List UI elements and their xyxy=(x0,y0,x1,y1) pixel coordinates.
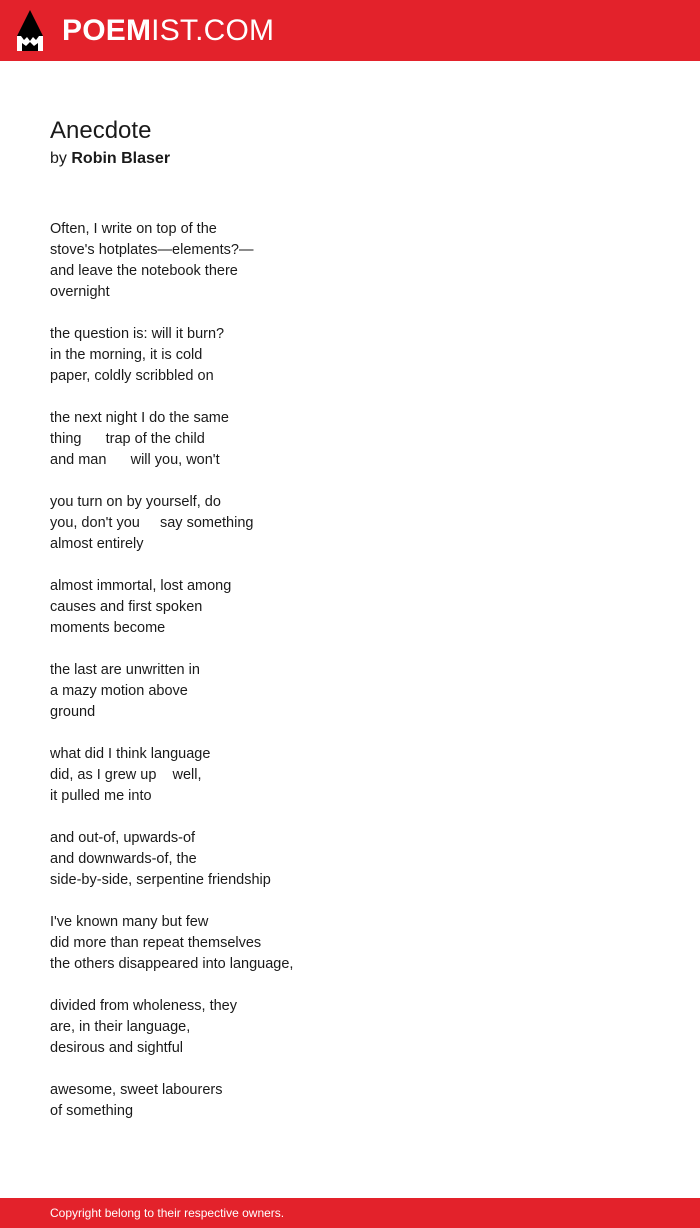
author-name: Robin Blaser xyxy=(71,150,171,167)
poem-line: and downwards-of, the xyxy=(50,851,197,867)
copyright-notice: Copyright belong to their respective owners. xyxy=(50,1206,285,1220)
stanza xyxy=(50,660,650,723)
poem-line: and leave the notebook there xyxy=(50,263,238,279)
stanza xyxy=(50,996,650,1059)
poem-line: you turn on by yourself, do xyxy=(50,494,221,510)
poem-line: the question is: will it burn? xyxy=(50,326,225,342)
poem-line: the others disappeared into language, xyxy=(50,956,294,972)
stanza xyxy=(50,408,650,471)
stanza xyxy=(50,828,650,891)
poem-line: almost entirely xyxy=(50,536,144,552)
byline xyxy=(50,148,170,170)
poem-line: overnight xyxy=(50,284,110,300)
stanza xyxy=(50,576,650,639)
stanza xyxy=(50,219,650,303)
poem-line: desirous and sightful xyxy=(50,1040,183,1056)
poem-line: did more than repeat themselves xyxy=(50,935,262,951)
poem-line: what did I think language xyxy=(50,746,211,762)
logo-word-bold: POEM xyxy=(62,14,152,47)
poem-line: thing trap of the child xyxy=(50,431,205,447)
poem-line: the next night I do the same xyxy=(50,410,229,426)
poem-line: side-by-side, serpentine friendship xyxy=(50,872,271,888)
poem-line: in the morning, it is cold xyxy=(50,347,203,363)
poem-line: moments become xyxy=(50,620,166,636)
poem-line: awesome, sweet labourers xyxy=(50,1082,223,1098)
poem-line: causes and first spoken xyxy=(50,599,203,615)
site-footer xyxy=(0,1198,700,1228)
poem-line: ground xyxy=(50,704,96,720)
poem-line: of something xyxy=(50,1103,134,1119)
poem-line: you, don't you say something xyxy=(50,515,254,531)
logo-word-light: IST.COM xyxy=(151,14,275,47)
poem-line: did, as I grew up well, xyxy=(50,767,202,783)
poem-line: a mazy motion above xyxy=(50,683,188,699)
poem-line: and out-of, upwards-of xyxy=(50,830,196,846)
poem-line: the last are unwritten in xyxy=(50,662,200,678)
by-label: by xyxy=(50,150,67,167)
site-header xyxy=(0,0,700,61)
stanza xyxy=(50,912,650,975)
stanza xyxy=(50,324,650,387)
poem-line: stove's hotplates—elements?— xyxy=(50,242,254,258)
stanza xyxy=(50,744,650,807)
site-logo[interactable] xyxy=(62,13,274,49)
poem-line: are, in their language, xyxy=(50,1019,191,1035)
poem-line: it pulled me into xyxy=(50,788,152,804)
stanza xyxy=(50,1080,650,1122)
poem-line: almost immortal, lost among xyxy=(50,578,232,594)
poem-line: I've known many but few xyxy=(50,914,209,930)
poem-line: divided from wholeness, they xyxy=(50,998,237,1014)
poem-line: and man will you, won't xyxy=(50,452,220,468)
pencil-tip-icon[interactable] xyxy=(17,10,43,51)
poem-line: Often, I write on top of the xyxy=(50,221,217,237)
poem-line: paper, coldly scribbled on xyxy=(50,368,214,384)
poem-body xyxy=(50,219,650,1143)
poem-title: Anecdote xyxy=(50,117,152,144)
stanza xyxy=(50,492,650,555)
